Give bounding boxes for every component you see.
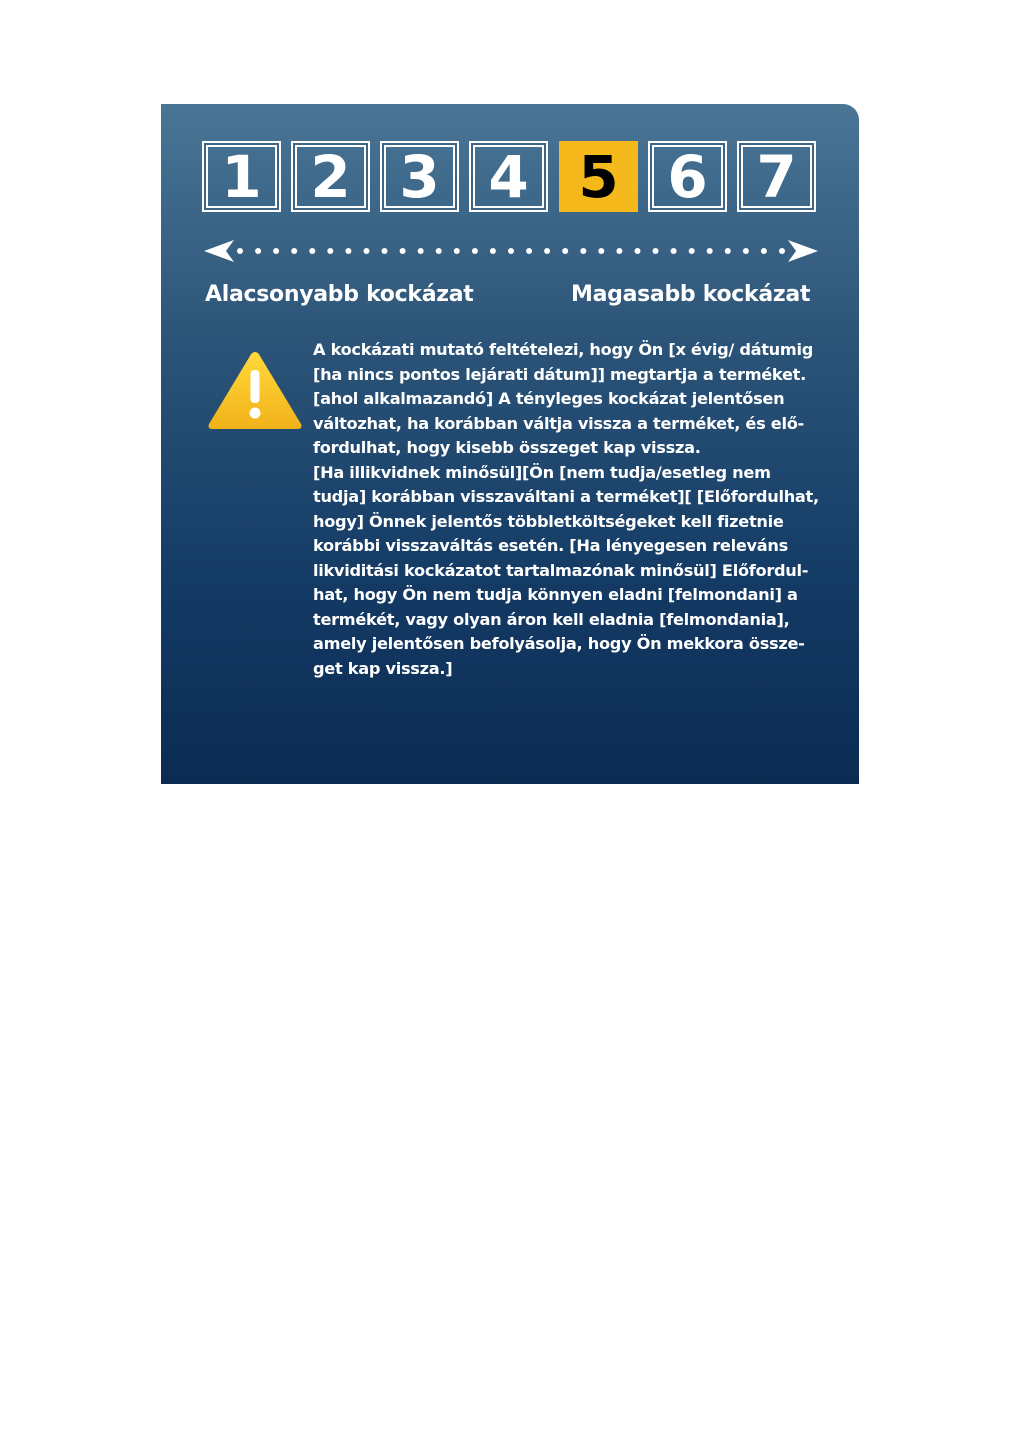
arrow-dot — [454, 248, 460, 254]
description-line: hogy] Önnek jelentős többletköltségeket kell fizetnie — [313, 511, 784, 531]
risk-class-2: 2 — [291, 141, 370, 212]
arrow-dot — [291, 248, 297, 254]
arrow-dot — [237, 248, 243, 254]
risk-scale — [202, 141, 822, 216]
arrow-dot — [472, 248, 478, 254]
risk-class-3: 3 — [380, 141, 459, 212]
description-line: hat, hogy Ön nem tudja könnyen eladni [felmondani] a — [313, 585, 798, 604]
risk-class-5-selected: 5 — [559, 141, 638, 212]
arrow-dot — [400, 248, 406, 254]
arrow-dot — [707, 248, 713, 254]
risk-class-6: 6 — [648, 141, 727, 212]
arrow-dot — [562, 248, 568, 254]
arrow-dot — [635, 248, 641, 254]
arrow-dot — [761, 248, 767, 254]
arrow-dot — [327, 248, 333, 254]
arrow-dot — [689, 248, 695, 254]
description-line: fordulhat, hogy kisebb összeget kap vissza. — [313, 438, 701, 457]
description-line: változhat, ha korábban váltja vissza a terméket, és elő- — [313, 413, 804, 433]
arrow-dot — [671, 248, 677, 254]
description-line: termékét, vagy olyan áron kell eladnia [felmondania], — [313, 609, 790, 629]
arrow-dot — [526, 248, 532, 254]
arrow-dot — [345, 248, 351, 254]
risk-class-1: 1 — [202, 141, 281, 212]
risk-indicator-panel — [161, 104, 859, 784]
arrow-dot — [743, 248, 749, 254]
arrow-dot — [382, 248, 388, 254]
double-arrow-icon — [204, 238, 818, 264]
arrow-dot — [309, 248, 315, 254]
arrow-dot — [653, 248, 659, 254]
risk-class-4: 4 — [469, 141, 548, 212]
arrow-dot — [544, 248, 550, 254]
description-line: likviditási kockázatot tartalmazónak minősül] Előfordul- — [313, 560, 809, 580]
arrow-left-head — [204, 240, 234, 262]
arrow-dotted-line — [237, 248, 785, 254]
arrow-dot — [436, 248, 442, 254]
description-line: tudja] korábban visszaváltani a terméket][ [Előfordulhat, — [313, 487, 819, 506]
arrow-right-head — [788, 240, 818, 262]
warning-triangle-icon — [206, 348, 304, 432]
arrow-dot — [418, 248, 424, 254]
description-line: [Ha illikvidnek minősül][Ön [nem tudja/esetleg nem — [313, 462, 771, 482]
risk-description-text — [313, 338, 859, 681]
lower-risk-label: Alacsonyabb kockázat — [205, 282, 474, 307]
arrow-dot — [255, 248, 261, 254]
arrow-dot — [725, 248, 731, 254]
description-line: korábbi visszaváltás esetén. [Ha lényegesen releváns — [313, 536, 788, 555]
description-line: A kockázati mutató feltételezi, hogy Ön [x évig/ dátumig — [313, 340, 814, 359]
risk-class-7: 7 — [737, 141, 816, 212]
arrow-dot — [616, 248, 622, 254]
arrow-dot — [273, 248, 279, 254]
arrow-dot — [364, 248, 370, 254]
description-line: amely jelentősen befolyásolja, hogy Ön mekkora össze- — [313, 634, 805, 653]
description-line: [ahol alkalmazandó] A tényleges kockázat jelentősen — [313, 389, 785, 408]
description-line: get kap vissza.] — [313, 658, 453, 678]
arrow-dot — [779, 248, 785, 254]
arrow-dot — [598, 248, 604, 254]
higher-risk-label: Magasabb kockázat — [571, 282, 811, 307]
arrow-dot — [490, 248, 496, 254]
arrow-dot — [508, 248, 514, 254]
description-line: [ha nincs pontos lejárati dátum]] megtartja a terméket. — [313, 364, 806, 384]
arrow-dot — [580, 248, 586, 254]
